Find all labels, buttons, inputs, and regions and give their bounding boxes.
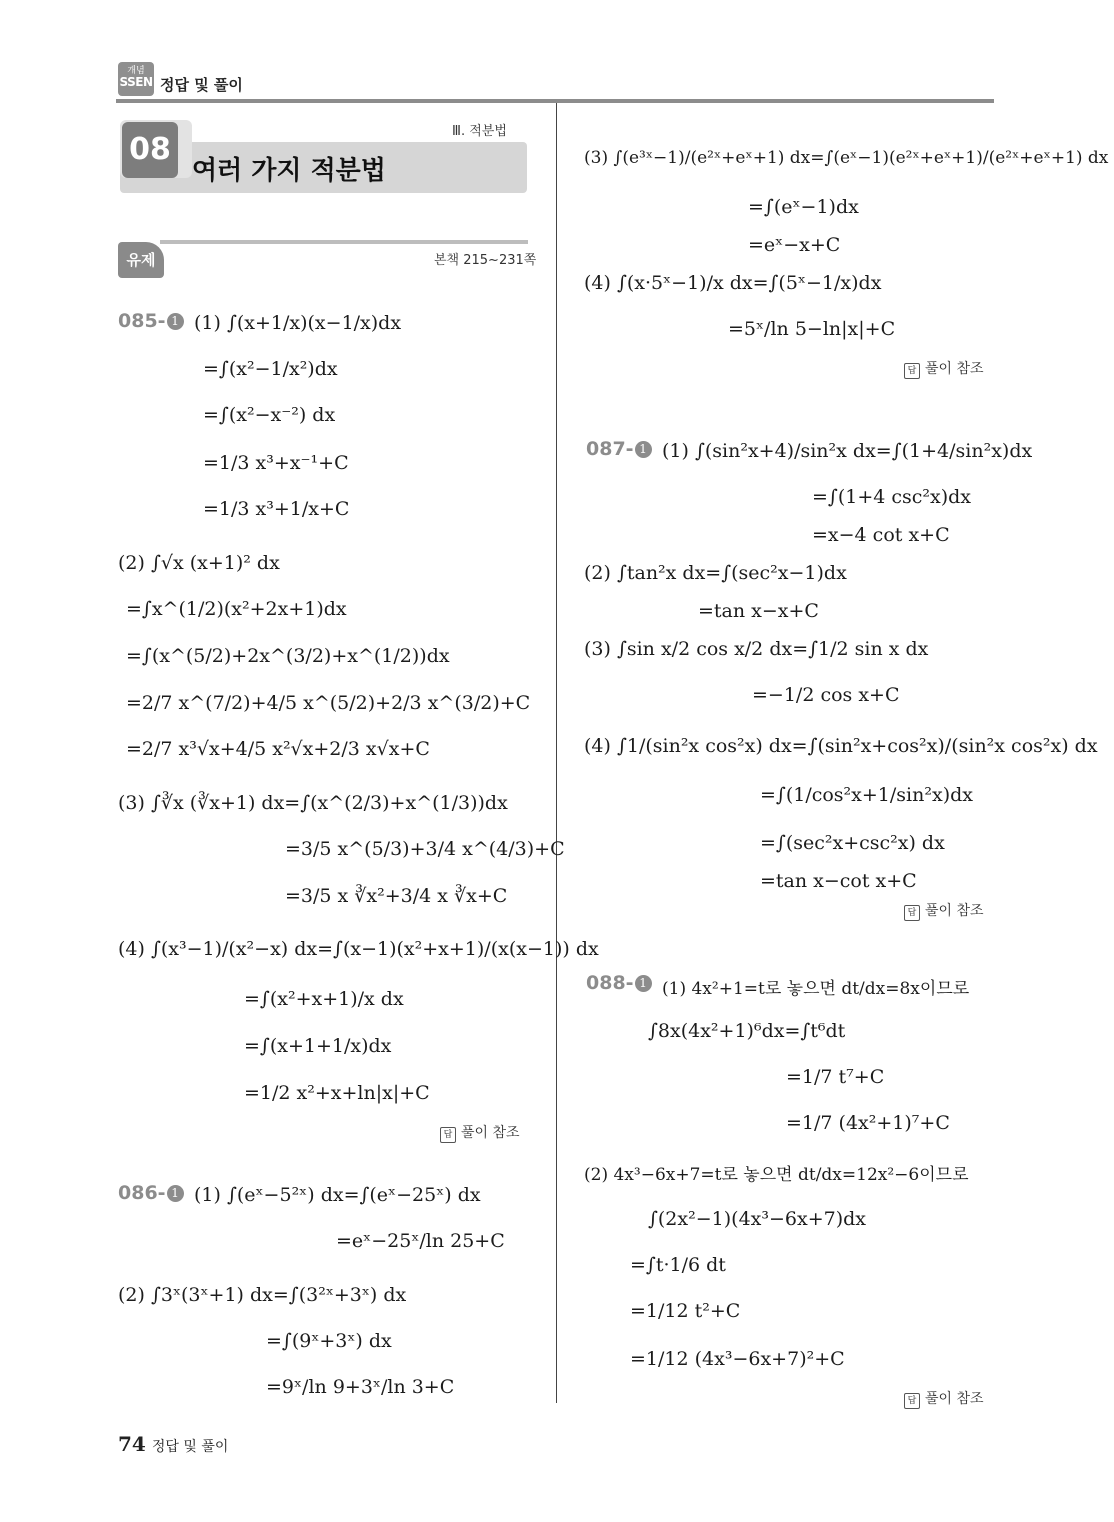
solution-line: =1/2 x²+x+ln|x|+C — [244, 1082, 430, 1104]
solution-line: =∫(1+4 csc²x)dx — [812, 486, 972, 508]
solution-line: (2) 4x³−6x+7=t로 놓으면 dt/dx=12x²−6이므로 — [584, 1165, 969, 1185]
solution-line: (4) ∫(x·5ˣ−1)/x dx=∫(5ˣ−1/x)dx — [584, 272, 882, 294]
solution-line: =∫t·1/6 dt — [630, 1254, 726, 1276]
solution-line: =2/7 x^(7/2)+4/5 x^(5/2)+2/3 x^(3/2)+C — [126, 692, 531, 714]
solution-line: =2/7 x³√x+4/5 x²√x+2/3 x√x+C — [126, 738, 430, 760]
answer-note-087: 답 풀이 참조 — [904, 900, 984, 921]
section-rule — [160, 240, 528, 244]
solution-line: =∫(x^(5/2)+2x^(3/2)+x^(1/2))dx — [126, 645, 450, 667]
solution-line: (2) ∫√x (x+1)² dx — [118, 552, 280, 574]
solution-line: =5ˣ/ln 5−ln|x|+C — [728, 318, 896, 340]
solution-line: =tan x−cot x+C — [760, 870, 917, 892]
section-page-ref: 본책 215~231쪽 — [434, 253, 537, 268]
column-divider — [556, 103, 557, 1403]
page-number: 74 — [118, 1432, 146, 1456]
solution-line: =eˣ−x+C — [748, 234, 841, 256]
solution-line: =∫(x+1+1/x)dx — [244, 1035, 392, 1057]
chapter-title: 여러 가지 적분법 — [192, 156, 386, 186]
brand-logo — [118, 62, 154, 96]
solution-line: =∫(x²−1/x²)dx — [203, 358, 338, 380]
solution-line: (4) ∫(x³−1)/(x²−x) dx=∫(x−1)(x²+x+1)/(x(x−1)) dx — [118, 938, 599, 960]
page-footer — [118, 1432, 228, 1456]
solution-line: =∫(1/cos²x+1/sin²x)dx — [760, 784, 973, 806]
solution-line: =∫(eˣ−1)dx — [748, 196, 859, 218]
solution-line: (4) ∫1/(sin²x cos²x) dx=∫(sin²x+cos²x)/(sin²x cos²x) dx — [584, 735, 1098, 757]
solution-line: =−1/2 cos x+C — [752, 684, 900, 706]
solution-line: =tan x−x+C — [698, 600, 819, 622]
header-title: 정답 및 풀이 — [160, 76, 243, 94]
solution-line: =∫(x²−x⁻²) dx — [203, 404, 336, 426]
solution-line: =1/7 t⁷+C — [786, 1066, 885, 1088]
solution-line: =1/3 x³+1/x+C — [203, 498, 350, 520]
solution-line: =∫(sec²x+csc²x) dx — [760, 832, 945, 854]
solution-line: =3/5 x^(5/3)+3/4 x^(4/3)+C — [285, 838, 565, 860]
section-badge: 유제 — [118, 242, 164, 278]
solution-line: =3/5 x ∛x²+3/4 x ∛x+C — [285, 885, 508, 907]
solution-line: =1/12 (4x³−6x+7)²+C — [630, 1348, 845, 1370]
solution-line: =x−4 cot x+C — [812, 524, 950, 546]
brand-logo-bottom: SSEN — [119, 75, 153, 89]
solution-line: =∫(x²+x+1)/x dx — [244, 988, 404, 1010]
solution-line: ∫(2x²−1)(4x³−6x+7)dx — [648, 1208, 867, 1230]
solution-line: (2) ∫tan²x dx=∫(sec²x−1)dx — [584, 562, 847, 584]
solution-line: (3) ∫(e³ˣ−1)/(e²ˣ+eˣ+1) dx=∫(eˣ−1)(e²ˣ+eˣ+1)/(e²ˣ+eˣ+1) dx — [584, 148, 1109, 168]
solution-line: =∫x^(1/2)(x²+2x+1)dx — [126, 598, 347, 620]
brand-logo-top: 개념 — [127, 66, 145, 76]
chapter-unit: Ⅲ. 적분법 — [452, 124, 507, 139]
solution-line: =9ˣ/ln 9+3ˣ/ln 3+C — [266, 1376, 455, 1398]
solution-line: ∫8x(4x²+1)⁶dx=∫t⁶dt — [648, 1020, 846, 1042]
solution-line: =1/3 x³+x⁻¹+C — [203, 452, 349, 474]
solution-line: (2) ∫3ˣ(3ˣ+1) dx=∫(3²ˣ+3ˣ) dx — [118, 1284, 407, 1306]
solution-line: (1) ∫(x+1/x)(x−1/x)dx — [194, 312, 402, 334]
solution-line: =eˣ−25ˣ/ln 25+C — [336, 1230, 505, 1252]
solution-line: (3) ∫∛x (∛x+1) dx=∫(x^(2/3)+x^(1/3))dx — [118, 792, 508, 814]
problem-088-label: 088- 1 — [586, 972, 652, 994]
answer-note-088: 답 풀이 참조 — [904, 1388, 984, 1409]
solution-line: =1/7 (4x²+1)⁷+C — [786, 1112, 950, 1134]
solution-line: (1) ∫(eˣ−5²ˣ) dx=∫(eˣ−25ˣ) dx — [194, 1184, 481, 1206]
solution-line: (1) 4x²+1=t로 놓으면 dt/dx=8x이므로 — [662, 979, 970, 999]
footer-label: 정답 및 풀이 — [151, 1439, 229, 1455]
answer-note-085: 답 풀이 참조 — [440, 1122, 520, 1143]
problem-087-label: 087- 1 — [586, 438, 652, 460]
chapter-number: 08 — [122, 122, 178, 178]
problem-085-label: 085- 1 — [118, 310, 184, 332]
header-rule — [116, 99, 994, 103]
solution-line: (3) ∫sin x/2 cos x/2 dx=∫1/2 sin x dx — [584, 638, 929, 660]
problem-086-label: 086- 1 — [118, 1182, 184, 1204]
solution-line: =1/12 t²+C — [630, 1300, 741, 1322]
answer-note-086: 답 풀이 참조 — [904, 358, 984, 379]
solution-line: (1) ∫(sin²x+4)/sin²x dx=∫(1+4/sin²x)dx — [662, 440, 1033, 462]
solution-line: =∫(9ˣ+3ˣ) dx — [266, 1330, 392, 1352]
